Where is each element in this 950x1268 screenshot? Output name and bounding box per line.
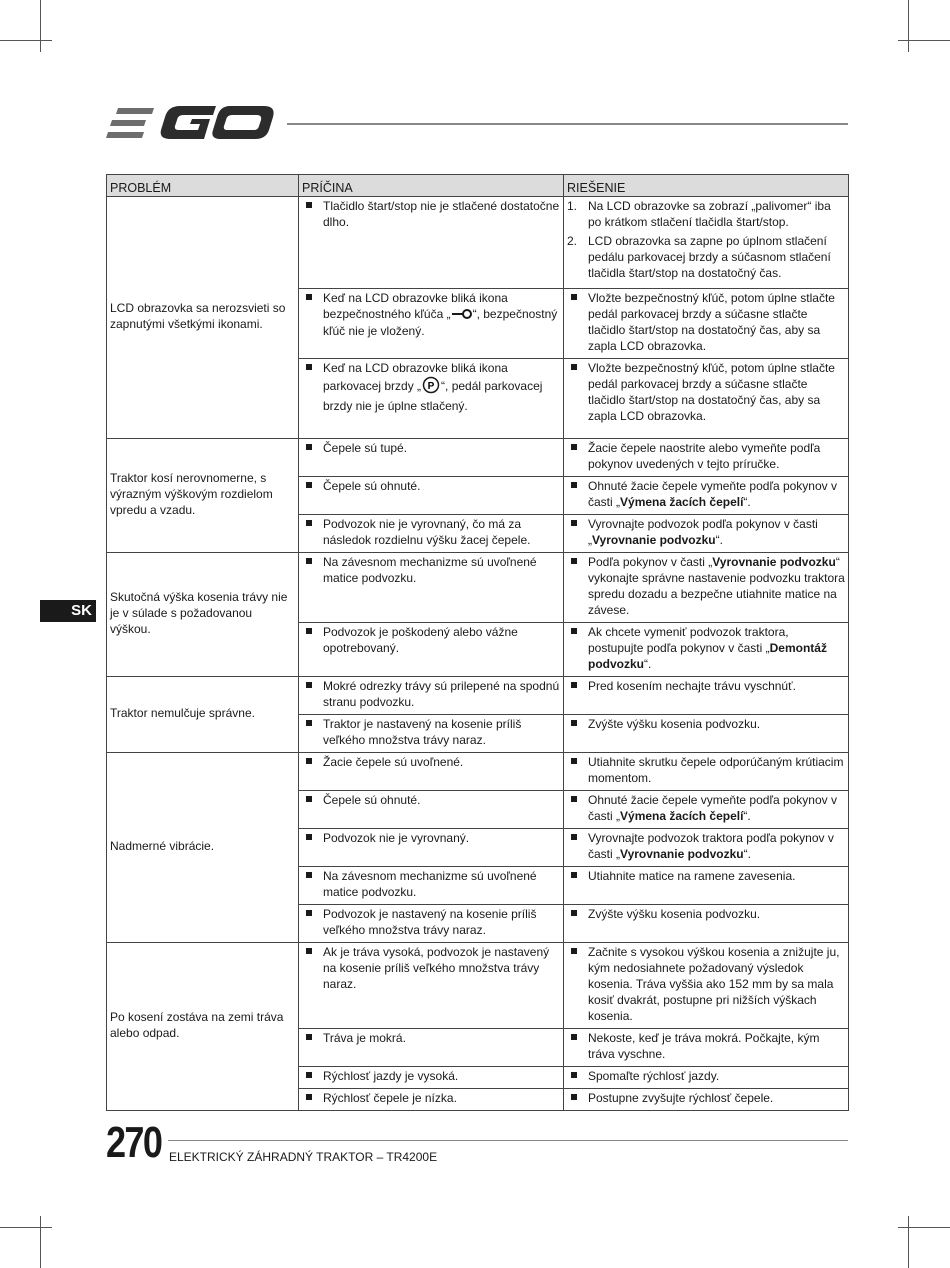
cause-text: Mokré odrezky trávy sú prilepené na spodnú stranu podvozku. <box>323 679 560 709</box>
solution-text: Ak chcete vymeniť podvozok traktora, postupujte podľa pokynov v časti „ <box>588 625 789 655</box>
problem-cell: Traktor nemulčuje správne. <box>107 677 299 753</box>
crop-mark <box>40 0 41 52</box>
bullet-icon <box>571 948 577 954</box>
bullet-icon <box>571 834 577 840</box>
section-reference: Výmena žacích čepelí <box>620 495 744 509</box>
table-row <box>107 677 849 715</box>
bullet-icon <box>306 1034 312 1040</box>
bullet-icon <box>306 202 312 208</box>
bullet-icon <box>306 796 312 802</box>
cause-cell <box>299 753 564 791</box>
solution-cell <box>564 515 849 553</box>
problem-cell: Nadmerné vibrácie. <box>107 753 299 943</box>
cause-cell <box>299 439 564 477</box>
bullet-icon <box>571 444 577 450</box>
cause-cell <box>299 905 564 943</box>
cause-cell <box>299 1029 564 1067</box>
language-tab: SK <box>40 600 96 622</box>
bullet-icon <box>306 1094 312 1100</box>
solution-text: Zvýšte výšku kosenia podvozku. <box>588 907 761 921</box>
cause-cell <box>299 1067 564 1089</box>
cause-cell <box>299 515 564 553</box>
solution-cell <box>564 867 849 905</box>
section-reference: Vyrovnanie podvozku <box>592 533 716 547</box>
solution-text: Zvýšte výšku kosenia podvozku. <box>588 717 761 731</box>
footer-rule <box>168 1140 848 1141</box>
cause-text: Na závesnom mechanizme sú uvoľnené matice podvozku. <box>323 869 537 899</box>
bullet-icon <box>306 628 312 634</box>
bullet-icon <box>571 758 577 764</box>
bullet-icon <box>306 482 312 488</box>
safety-key-icon <box>451 307 473 323</box>
crop-mark <box>0 1227 52 1228</box>
solution-cell <box>564 289 849 359</box>
cause-text: Čepele sú ohnuté. <box>323 793 421 807</box>
solution-text: Ohnuté žacie čepele vymeňte podľa pokynov v časti „ <box>588 479 837 509</box>
cause-cell <box>299 677 564 715</box>
bullet-icon <box>571 720 577 726</box>
bullet-icon <box>306 682 312 688</box>
cause-text: “, pedál parkovacej brzdy nie je úplne stlačený. <box>323 379 543 413</box>
cause-text: “, bezpečnostný kľúč nie je vložený. <box>323 307 558 338</box>
bullet-icon <box>571 558 577 564</box>
bullet-icon <box>571 796 577 802</box>
solution-cell <box>564 623 849 677</box>
solution-cell <box>564 197 849 289</box>
solution-text: “. <box>743 809 751 823</box>
solution-text: “ vykonajte správne nastavenie podvozku traktora spredu dozadu a bezpečne utiahnite matice na závese. <box>588 555 845 617</box>
cause-cell <box>299 791 564 829</box>
solution-cell <box>564 477 849 515</box>
page-number: 270 <box>106 1118 162 1167</box>
solution-cell <box>564 553 849 623</box>
solution-text: Utiahnite skrutku čepele odporúčaným krútiacim momentom. <box>588 755 844 785</box>
bullet-icon <box>306 872 312 878</box>
bullet-icon <box>306 948 312 954</box>
cause-cell <box>299 477 564 515</box>
solution-text: Nekoste, keď je tráva mokrá. Počkajte, kým tráva vyschne. <box>588 1031 820 1061</box>
cause-text: Podvozok nie je vyrovnaný, čo má za následok rozdielnu výšku žacej čepele. <box>323 517 531 547</box>
cause-cell <box>299 289 564 359</box>
cause-text: Traktor je nastavený na kosenie príliš veľkého množstva trávy naraz. <box>323 717 522 747</box>
solution-text: Vyrovnajte podvozok podľa pokynov v časti „ <box>588 517 818 547</box>
cause-text: Čepele sú ohnuté. <box>323 479 421 493</box>
solution-cell <box>564 791 849 829</box>
cause-text: Tlačidlo štart/stop nie je stlačené dostatočne dlho. <box>323 199 560 229</box>
solution-text: Vložte bezpečnostný kľúč, potom úplne stlačte pedál parkovacej brzdy a súčasne stlačte tlačidlo štart/stop na dostatočný čas, aby sa zapla LCD obrazovka. <box>588 291 835 353</box>
section-reference: Vyrovnanie podvozku <box>620 847 744 861</box>
solution-text: Podľa pokynov v časti „ <box>588 555 713 569</box>
solution-cell <box>564 1089 849 1111</box>
solution-text: Postupne zvyšujte rýchlosť čepele. <box>588 1091 774 1105</box>
cause-cell <box>299 1089 564 1111</box>
cause-text: Čepele sú tupé. <box>323 441 408 455</box>
solution-cell <box>564 715 849 753</box>
solution-cell <box>564 829 849 867</box>
solution-text: “. <box>644 657 652 671</box>
solution-text: Vyrovnajte podvozok traktora podľa pokynov v časti „ <box>588 831 834 861</box>
bullet-icon <box>571 1034 577 1040</box>
solution-cell <box>564 677 849 715</box>
table-row <box>107 197 849 289</box>
bullet-icon <box>306 834 312 840</box>
header-solution: RIEŠENIE <box>564 175 849 197</box>
table-row <box>107 943 849 1029</box>
cause-cell <box>299 867 564 905</box>
cause-cell <box>299 623 564 677</box>
cause-text: Žacie čepele sú uvoľnené. <box>323 755 464 769</box>
step-number: 2. <box>567 234 578 248</box>
bullet-icon <box>306 444 312 450</box>
solution-cell <box>564 439 849 477</box>
parking-brake-icon <box>421 376 441 398</box>
solution-cell <box>564 753 849 791</box>
table-row <box>107 439 849 477</box>
problem-cell: Skutočná výška kosenia trávy nie je v súlade s požadovanou výškou. <box>107 553 299 677</box>
crop-mark <box>908 0 909 52</box>
bullet-icon <box>306 558 312 564</box>
cause-text: Podvozok je poškodený alebo vážne opotrebovaný. <box>323 625 518 655</box>
table-row <box>107 553 849 623</box>
cause-cell <box>299 829 564 867</box>
bullet-icon <box>571 910 577 916</box>
solution-text: “. <box>743 495 751 509</box>
section-reference: Demontáž podvozku <box>588 641 827 671</box>
bullet-icon <box>571 872 577 878</box>
bullet-icon <box>571 520 577 526</box>
cause-cell <box>299 359 564 439</box>
bullet-icon <box>306 910 312 916</box>
solution-cell <box>564 1029 849 1067</box>
solution-cell <box>564 905 849 943</box>
bullet-icon <box>306 364 312 370</box>
bullet-icon <box>306 720 312 726</box>
ego-logo <box>106 102 276 149</box>
bullet-icon <box>306 758 312 764</box>
cause-text: Tráva je mokrá. <box>323 1031 406 1045</box>
cause-text: Rýchlosť čepele je nízka. <box>323 1091 457 1105</box>
solution-text: “. <box>743 847 751 861</box>
cause-text: Rýchlosť jazdy je vysoká. <box>323 1069 459 1083</box>
cause-cell <box>299 197 564 289</box>
crop-mark <box>898 1227 950 1228</box>
solution-text: Ohnuté žacie čepele vymeňte podľa pokynov v časti „ <box>588 793 837 823</box>
bullet-icon <box>571 628 577 634</box>
bullet-icon <box>571 682 577 688</box>
header-cause: PRÍČINA <box>299 175 564 197</box>
cause-text: Ak je tráva vysoká, podvozok je nastavený na kosenie príliš veľkého množstva trávy naraz. <box>323 945 550 991</box>
bullet-icon <box>306 1072 312 1078</box>
crop-mark <box>898 40 950 41</box>
crop-mark <box>0 40 52 41</box>
header-rule <box>287 123 848 125</box>
solution-cell <box>564 1067 849 1089</box>
problem-cell: Po kosení zostáva na zemi tráva alebo odpad. <box>107 943 299 1111</box>
solution-text: Na LCD obrazovke sa zobrazí „palivomer“ iba po krátkom stlačení tlačidla štart/stop. <box>588 199 831 229</box>
bullet-icon <box>571 1094 577 1100</box>
solution-text: Pred kosením nechajte trávu vyschnúť. <box>588 679 796 693</box>
solution-text: Začnite s vysokou výškou kosenia a znižujte ju, kým nedosiahnete požadovaný výsledok kosenia. Tráva vyššia ako 152 mm by sa mala kosiť dvakrát, postupne pri nižších výškach kosenia. <box>588 945 840 1023</box>
troubleshooting-table <box>106 174 849 1111</box>
cause-text: Podvozok je nastavený na kosenie príliš veľkého množstva trávy naraz. <box>323 907 537 937</box>
problem-cell: LCD obrazovka sa nerozsvieti so zapnutými všetkými ikonami. <box>107 197 299 439</box>
solution-text: Vložte bezpečnostný kľúč, potom úplne stlačte pedál parkovacej brzdy a súčasne stlačte tlačidlo štart/stop na dostatočný čas, aby sa zapla LCD obrazovka. <box>588 361 835 423</box>
crop-mark <box>40 1216 41 1268</box>
step-number: 1. <box>567 199 578 213</box>
cause-cell <box>299 943 564 1029</box>
bullet-icon <box>571 1072 577 1078</box>
bullet-icon <box>571 294 577 300</box>
section-reference: Vyrovnanie podvozku <box>712 555 836 569</box>
section-reference: Výmena žacích čepelí <box>620 809 744 823</box>
cause-cell <box>299 553 564 623</box>
footer-title: ELEKTRICKÝ ZÁHRADNÝ TRAKTOR – TR4200E <box>169 1150 438 1164</box>
cause-text: Keď na LCD obrazovke bliká ikona parkovacej brzdy „ <box>323 361 508 394</box>
cause-text: Podvozok nie je vyrovnaný. <box>323 831 470 845</box>
header-problem: PROBLÉM <box>107 175 299 197</box>
solution-cell <box>564 359 849 439</box>
bullet-icon <box>306 294 312 300</box>
solution-cell <box>564 943 849 1029</box>
crop-mark <box>908 1216 909 1268</box>
table-header-row <box>107 175 849 197</box>
bullet-icon <box>306 520 312 526</box>
solution-text: Utiahnite matice na ramene zavesenia. <box>588 869 796 883</box>
bullet-icon <box>571 482 577 488</box>
solution-text: Spomaľte rýchlosť jazdy. <box>588 1069 720 1083</box>
cause-text: Na závesnom mechanizme sú uvoľnené matice podvozku. <box>323 555 537 585</box>
solution-text: Žacie čepele naostrite alebo vymeňte podľa pokynov uvedených v tejto príručke. <box>588 441 821 471</box>
cause-cell <box>299 715 564 753</box>
cause-text: Keď na LCD obrazovke bliká ikona bezpečnostného kľúča „ <box>323 291 508 321</box>
solution-text: LCD obrazovka sa zapne po úplnom stlačení pedálu parkovacej brzdy a súčasnom stlačení tlačidla štart/stop na dostatočný čas. <box>588 234 831 280</box>
table-row <box>107 753 849 791</box>
parking-brake-letter: P <box>427 381 435 392</box>
problem-cell: Traktor kosí nerovnomerne, s výrazným výškovým rozdielom vpredu a vzadu. <box>107 439 299 553</box>
bullet-icon <box>571 364 577 370</box>
solution-text: “. <box>715 533 723 547</box>
